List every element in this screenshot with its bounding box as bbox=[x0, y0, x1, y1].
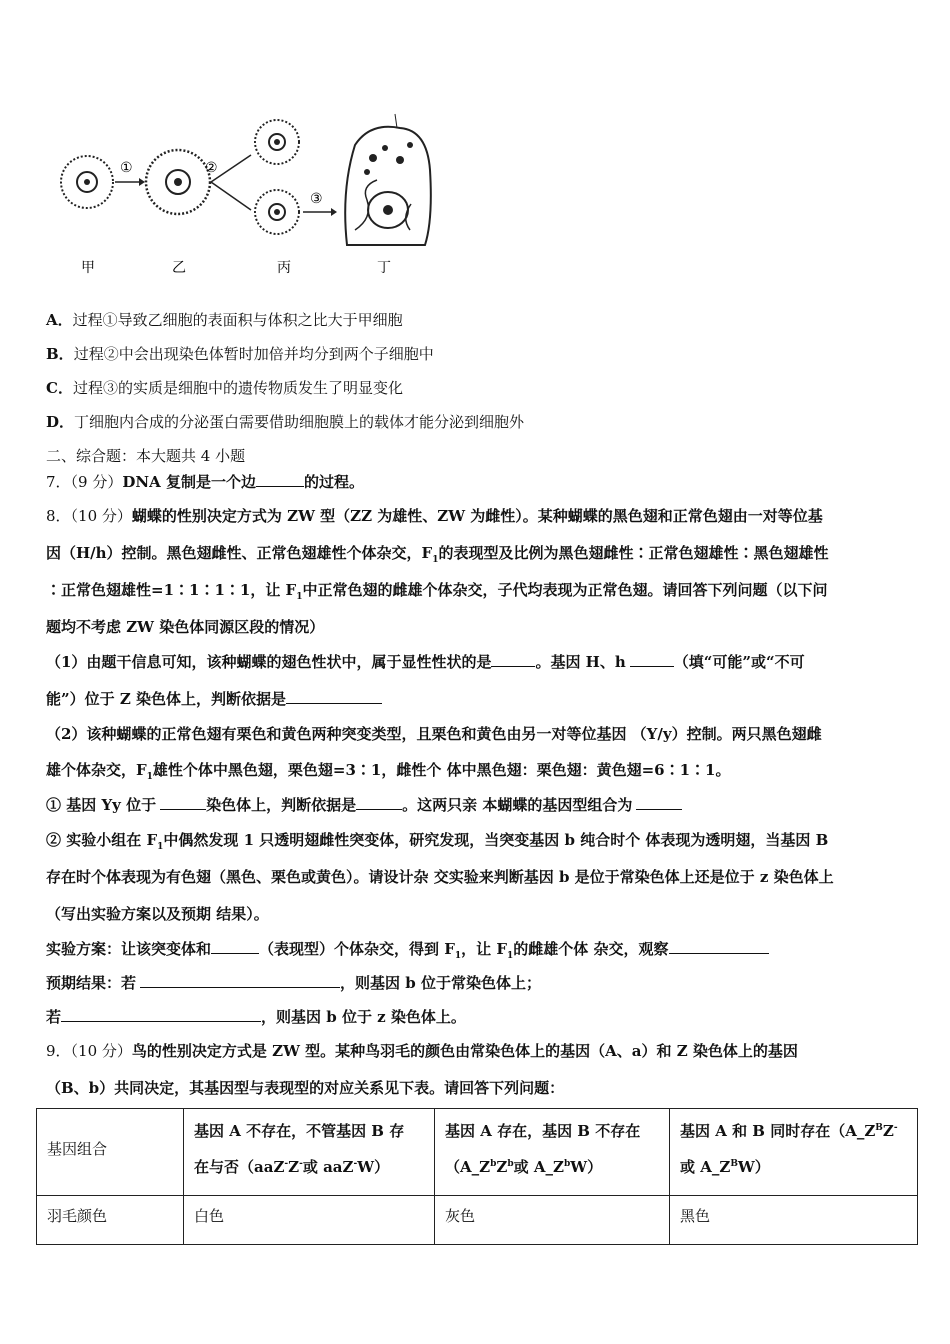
question-text: （1）由题干信息可知，该种蝴蝶的翅色性状中，属于显性性状的是 bbox=[46, 653, 492, 671]
answer-blank[interactable] bbox=[669, 939, 769, 954]
table-cell bbox=[37, 1109, 184, 1196]
question-text: 的表现型及比例为黑色翅雌性∶正常色翅雄性∶黑色翅雄性 bbox=[438, 544, 829, 562]
question-8-part-1 bbox=[46, 652, 805, 672]
answer-blank[interactable] bbox=[356, 795, 402, 810]
expected-result-2 bbox=[46, 1007, 466, 1027]
cell-text: 黑色 bbox=[680, 1207, 711, 1225]
answer-blank[interactable] bbox=[630, 652, 674, 667]
cell-text: W） bbox=[737, 1158, 770, 1176]
question-8-part-2: （2）该种蝴蝶的正常色翅有栗色和黄色两种突变类型，且栗色和黄色由另一对等位基因 （Y/y）控制。两只黑色翅雌 bbox=[46, 725, 822, 743]
cell-ding-secretory bbox=[345, 114, 431, 245]
answer-blank[interactable] bbox=[61, 1007, 261, 1022]
question-8-part-1-cont bbox=[46, 689, 382, 709]
cell-bing-top bbox=[255, 120, 299, 164]
question-8-line-2: 因（H/h）控制。黑色翅雌性、正常色翅雄性个体杂交，$F_1$的表现型及比例为黑色翅雌性∶正常色翅雄性∶黑色翅雄性 bbox=[46, 544, 829, 565]
cell-text: Z bbox=[882, 1122, 894, 1140]
question-text: ② 实验小组在 F bbox=[46, 831, 158, 849]
step-label-1: ① bbox=[120, 160, 133, 176]
question-9-line-1 bbox=[46, 1041, 798, 1061]
question-number: 9． bbox=[46, 1042, 71, 1060]
arrow-1 bbox=[115, 178, 145, 186]
answer-blank[interactable] bbox=[140, 973, 340, 988]
cell-text: 在与否（aaZ bbox=[194, 1158, 285, 1176]
figure-label-ding: 丁 bbox=[377, 260, 391, 276]
question-text: 。这两只亲 本蝴蝶的基因型组合为 bbox=[402, 796, 633, 814]
table-cell: 基因 A 和 B 同时存在（$A\_Z^BZ^-$ 或 $A\_Z^BW$） bbox=[670, 1109, 918, 1196]
question-text: 染色体上，判断依据是 bbox=[206, 796, 357, 814]
option-letter: A． bbox=[46, 311, 73, 329]
option-letter: C． bbox=[46, 379, 73, 397]
option-text: 过程②中会出现染色体暂时加倍并均分到两个子细胞中 bbox=[73, 345, 434, 363]
table-cell bbox=[435, 1196, 670, 1245]
question-text: 中正常色翅的雌雄个体杂交，子代均表现为正常色翅。请回答下列问题（以下问 bbox=[302, 581, 828, 599]
expected-result-1 bbox=[46, 973, 541, 993]
question-score: （10 分） bbox=[70, 1042, 132, 1060]
table-cell: 基因 A 存在，基因 B 不存在 （$A\_Z^bZ^b$或 $A\_Z^bW$） bbox=[435, 1109, 670, 1196]
cell-text: 基因 A 和 B 同时存在（A_Z bbox=[680, 1122, 876, 1140]
question-text: ，则基因 b 位于 z 染色体上。 bbox=[261, 1008, 466, 1026]
question-text: 若 bbox=[46, 1008, 62, 1026]
question-score: （10 分） bbox=[70, 507, 132, 525]
cell-text: 基因 A 不存在，不管基因 B 存 bbox=[194, 1122, 405, 1140]
question-text: 的过程。 bbox=[303, 473, 364, 491]
cell-text: （A_Z bbox=[445, 1158, 491, 1176]
question-text: ① 基因 Yy 位于 bbox=[46, 796, 157, 814]
question-text: （填“可能”或“不可 bbox=[673, 653, 805, 671]
question-8-sub-2: ② 实验小组在 $F_1$中偶然发现 1 只透明翅雌性突变体，研究发现，当突变基因 b 纯合时个 体表现为透明翅，当基因 B bbox=[46, 831, 829, 852]
answer-blank[interactable] bbox=[286, 689, 382, 704]
question-number: 8． bbox=[46, 507, 71, 525]
table-cell bbox=[37, 1196, 184, 1245]
question-8-sub-2-line-2: 存在时个体表现为有色翅（黑色、栗色或黄色）。请设计杂 交实验来判断基因 b 是位于常染色体上还是位于 z 染色体上 bbox=[46, 868, 834, 886]
question-text: 实验方案：让该突变体和 bbox=[46, 940, 212, 958]
question-8-part-2-cont: 雄个体杂交，$F_1$雄性个体中黑色翅，栗色翅=3∶1，雌性个 体中黑色翅：栗色翅：黄色翅=6∶1∶1。 bbox=[46, 761, 731, 782]
question-text: （表现型）个体杂交，得到 F bbox=[259, 940, 455, 958]
option-b[interactable] bbox=[46, 344, 434, 364]
question-score: （9 分） bbox=[70, 473, 123, 491]
question-text: 因（H/h）控制。黑色翅雌性、正常色翅雄性个体杂交，F bbox=[46, 544, 433, 562]
step-label-3: ③ bbox=[310, 191, 323, 207]
cell-text: Z bbox=[496, 1158, 508, 1176]
cell-division-figure bbox=[55, 100, 435, 280]
question-text: 蝴蝶的性别决定方式为 ZW 型（ZZ 为雄性、ZW 为雌性）。某种蝴蝶的黑色翅和正常色翅由一对等位基 bbox=[131, 507, 823, 525]
question-text: 的雌雄个体 杂交，观察 bbox=[513, 940, 669, 958]
question-number: 7． bbox=[46, 473, 71, 491]
option-letter: D． bbox=[46, 413, 75, 431]
question-text: 。基因 H、h bbox=[535, 653, 626, 671]
cell-text: 灰色 bbox=[445, 1207, 476, 1225]
answer-blank[interactable] bbox=[491, 652, 535, 667]
question-8-line-3: ∶正常色翅雄性=1∶1∶1∶1，让 $F_1$中正常色翅的雌雄个体杂交，子代均表现为正常色翅。请回答下列问题（以下问 bbox=[46, 581, 828, 602]
question-text: 雄性个体中黑色翅，栗色翅=3∶1，雌性个 体中黑色翅：栗色翅：黄色翅=6∶1∶1。 bbox=[152, 761, 731, 779]
question-text: ∶正常色翅雄性=1∶1∶1∶1，让 F bbox=[46, 581, 297, 599]
experiment-plan: 实验方案：让该突变体和 （表现型）个体杂交，得到 $F_1$，让 $F_1$的雌雄个体 杂交，观察 bbox=[46, 939, 769, 959]
cell-text: W） bbox=[570, 1158, 603, 1176]
figure-label-yi: 乙 bbox=[172, 260, 186, 276]
figure-label-bing: 丙 bbox=[277, 260, 291, 276]
cell-text: 基因 A 存在，基因 B 不存在 bbox=[445, 1122, 641, 1140]
cell-text: 白色 bbox=[194, 1207, 225, 1225]
question-7 bbox=[46, 472, 364, 492]
question-text: ，让 F bbox=[461, 940, 508, 958]
section-title: 二、综合题：本大题共 4 小题 bbox=[46, 447, 246, 465]
question-text: 能”）位于 Z 染色体上，判断依据是 bbox=[46, 690, 287, 708]
answer-blank[interactable] bbox=[636, 795, 682, 810]
option-a[interactable] bbox=[46, 310, 403, 330]
question-text: 雄个体杂交，F bbox=[46, 761, 147, 779]
question-text: 鸟的性别决定方式是 ZW 型。某种鸟羽毛的颜色由常染色体上的基因（A、a）和 Z 染色体上的基因 bbox=[131, 1042, 798, 1060]
question-9-line-2: （B、b）共同决定，其基因型与表现型的对应关系见下表。请回答下列问题： bbox=[46, 1079, 565, 1097]
cell-text: 或 aaZ bbox=[302, 1158, 354, 1176]
cell-bing-bottom bbox=[255, 190, 299, 234]
step-label-2: ② bbox=[205, 160, 218, 176]
genotype-phenotype-table bbox=[36, 1108, 918, 1245]
cell-text: Z bbox=[288, 1158, 300, 1176]
cell-text: 羽毛颜色 bbox=[47, 1207, 108, 1225]
cell-text: 基因组合 bbox=[47, 1140, 108, 1158]
table-cell bbox=[670, 1196, 918, 1245]
question-text: ，则基因 b 位于常染色体上； bbox=[340, 974, 541, 992]
option-c[interactable] bbox=[46, 378, 403, 398]
figure-label-jia: 甲 bbox=[81, 260, 95, 276]
option-text: 丁细胞内合成的分泌蛋白需要借助细胞膜上的载体才能分泌到细胞外 bbox=[74, 413, 525, 431]
cell-text: 或 A_Z bbox=[513, 1158, 564, 1176]
option-letter: B． bbox=[46, 345, 74, 363]
option-d[interactable] bbox=[46, 412, 524, 432]
cell-yi bbox=[146, 150, 210, 214]
question-8-sub-1 bbox=[46, 795, 682, 815]
question-8-sub-2-line-3: （写出实验方案以及预期 结果）。 bbox=[46, 905, 269, 923]
arrow-3 bbox=[303, 208, 337, 216]
option-text: 过程①导致乙细胞的表面积与体积之比大于甲细胞 bbox=[72, 311, 403, 329]
question-8-line-1 bbox=[46, 506, 823, 526]
answer-blank[interactable] bbox=[211, 939, 259, 954]
question-text: 中偶然发现 1 只透明翅雌性突变体，研究发现，当突变基因 b 纯合时个 体表现为透明翅，当基因 B bbox=[163, 831, 829, 849]
cell-text: W） bbox=[357, 1158, 390, 1176]
question-text: DNA 复制是一个边 bbox=[122, 473, 256, 491]
table-row bbox=[37, 1196, 918, 1245]
answer-blank[interactable] bbox=[256, 472, 304, 487]
option-text: 过程③的实质是细胞中的遗传物质发生了明显变化 bbox=[72, 379, 403, 397]
cell-jia bbox=[61, 156, 113, 208]
table-cell: 基因 A 不存在，不管基因 B 存 在与否（aaZ-Z-或 aaZ-W） bbox=[184, 1109, 435, 1196]
table-row bbox=[37, 1109, 918, 1196]
question-text: 预期结果：若 bbox=[46, 974, 137, 992]
cell-text: 或 A_Z bbox=[680, 1158, 731, 1176]
table-cell bbox=[184, 1196, 435, 1245]
answer-blank[interactable] bbox=[160, 795, 206, 810]
question-8-line-4: 题均不考虑 ZW 染色体同源区段的情况） bbox=[46, 618, 325, 636]
